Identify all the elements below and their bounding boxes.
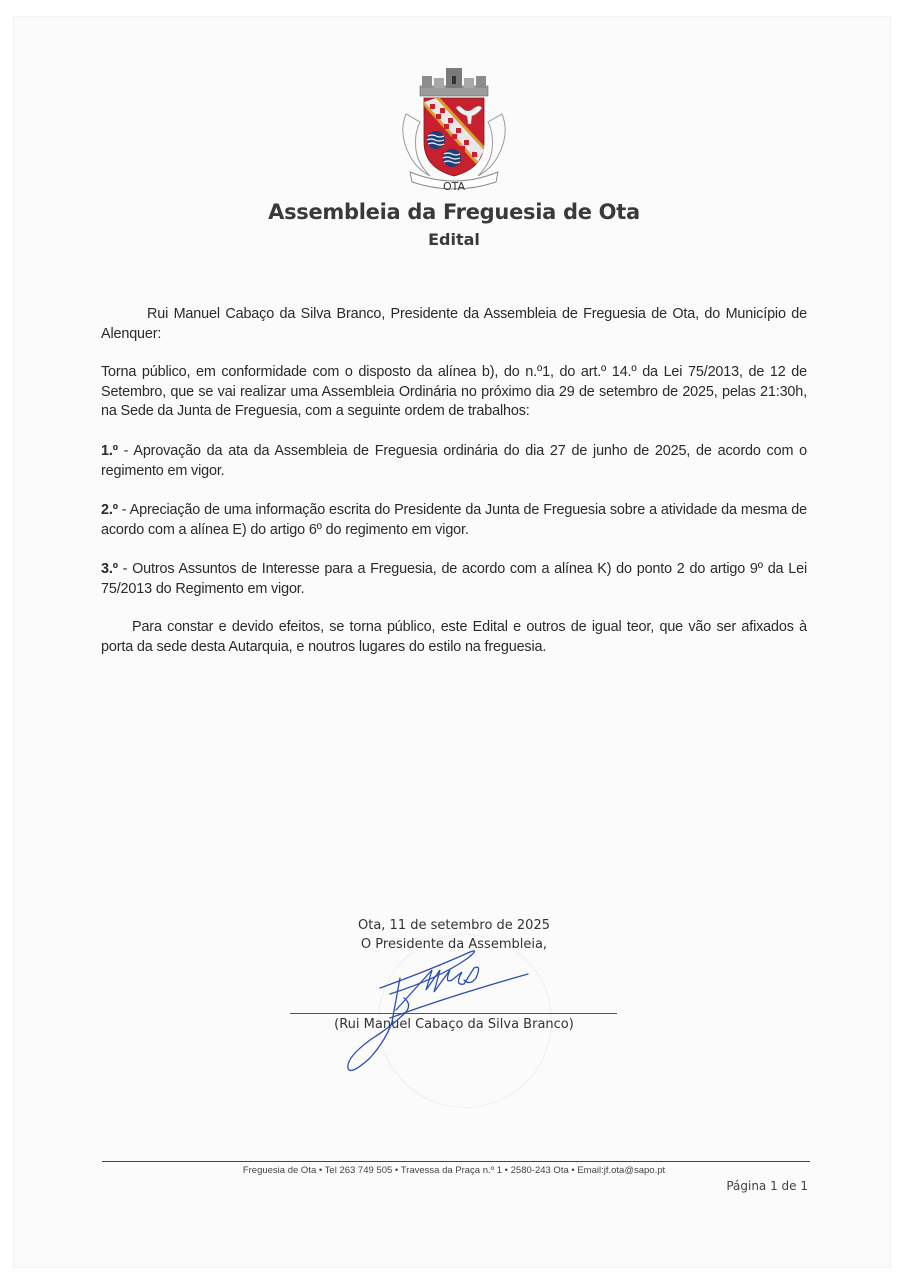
agenda-number: 3.º: [101, 561, 118, 577]
agenda-number: 2.º: [101, 502, 118, 518]
agenda-text: - Outros Assuntos de Interesse para a Freguesia, de acordo com a alínea K) do ponto 2 do artigo 9º da Lei 75/2013 do Regimento em vigor.: [101, 561, 807, 597]
signatory-name: (Rui Manuel Cabaço da Silva Branco): [334, 1017, 574, 1032]
page-number: Página 1 de 1: [726, 1179, 808, 1193]
svg-text:OTA: OTA: [442, 180, 466, 193]
agenda-number: 1.º: [101, 443, 118, 459]
handwritten-signature-icon: [340, 940, 540, 1090]
signatory-role: O Presidente da Assembleia,: [360, 937, 548, 952]
footer-contact: Freguesia de Ota • Tel 263 749 505 • Travessa da Praça n.º 1 • 2580-243 Ota • Email:jf.ota@sapo.pt: [242, 1165, 666, 1176]
agenda-text: - Apreciação de uma informação escrita do Presidente da Junta de Freguesia sobre a atividade da mesma de acordo com a alínea E) do artigo 6º do regimento em vigor.: [101, 502, 807, 538]
coat-of-arms-icon: [396, 64, 512, 194]
page-title: Assembleia da Freguesia de Ota: [268, 200, 640, 224]
footer-divider: [102, 1161, 810, 1162]
place-date: Ota, 11 de setembro de 2025: [357, 918, 550, 933]
page-subtitle: Edital: [428, 230, 480, 249]
agenda-item-1: [101, 442, 807, 481]
agenda-item-3: [101, 560, 807, 599]
agenda-text: - Aprovação da ata da Assembleia de Freguesia ordinária do dia 27 de junho de 2025, de acordo com o regimento em vigor.: [101, 443, 807, 479]
announcement-paragraph: Torna público, em conformidade com o disposto da alínea b), do n.º1, do art.º 14.º da Lei 75/2013, de 12 de Setembro, que se vai realizar uma Assembleia Ordinária no próximo dia 29 de setembro de 2025, pelas 21:30h, na Sede da Junta de Freguesia, com a seguinte ordem de trabalhos:: [101, 364, 807, 419]
intro-paragraph: Rui Manuel Cabaço da Silva Branco, Presidente da Assembleia de Freguesia de Ota, do Município de Alenquer:: [101, 306, 807, 342]
closing-paragraph: Para constar e devido efeitos, se torna público, este Edital e outros de igual teor, que vão ser afixados à porta da sede desta Autarquia, e noutros lugares do estilo na freguesia.: [101, 619, 807, 655]
agenda-item-2: [101, 501, 807, 540]
